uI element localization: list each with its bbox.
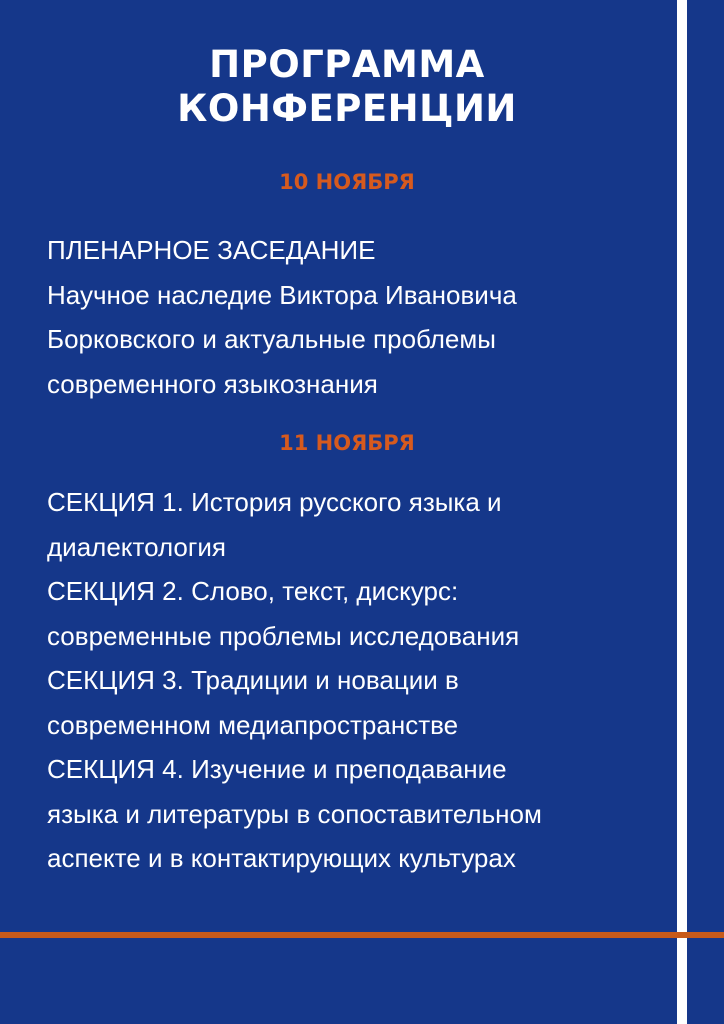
horizontal-divider — [0, 932, 724, 938]
section-3-line-2: современном медиапространстве — [47, 709, 459, 740]
title-line-2: КОНФЕРЕНЦИИ — [177, 87, 517, 130]
section-1-line-2: диалектология — [47, 531, 226, 562]
section-2-line-2: современные проблемы исследования — [47, 620, 520, 651]
day-1-date: 10 НОЯБРЯ — [279, 170, 415, 194]
title-line-1: ПРОГРАММА — [209, 43, 485, 86]
section-3-line-1: СЕКЦИЯ 3. Традиции и новации в — [47, 665, 459, 695]
section-4-line-2: языка и литературы в сопоставительном — [47, 798, 542, 829]
plenary-line-1: ПЛЕНАРНОЕ ЗАСЕДАНИЕ — [47, 235, 376, 265]
plenary-line-4: современного языкознания — [47, 368, 378, 399]
day-2-date: 11 НОЯБРЯ — [279, 431, 415, 455]
plenary-line-2: Научное наследие Виктора Ивановича — [47, 279, 517, 310]
sections-list — [47, 480, 677, 881]
page-title — [0, 43, 694, 131]
plenary-line-3: Борковского и актуальные проблемы — [47, 324, 496, 354]
plenary-session — [47, 228, 677, 406]
section-1-line-1: СЕКЦИЯ 1. История русского языка и — [47, 487, 502, 517]
section-4-line-1: СЕКЦИЯ 4. Изучение и преподавание — [47, 754, 507, 784]
section-4-line-3: аспекте и в контактирующих культурах — [47, 843, 516, 873]
vertical-divider — [677, 0, 687, 1024]
section-2-line-1: СЕКЦИЯ 2. Слово, текст, дискурс: — [47, 576, 459, 606]
